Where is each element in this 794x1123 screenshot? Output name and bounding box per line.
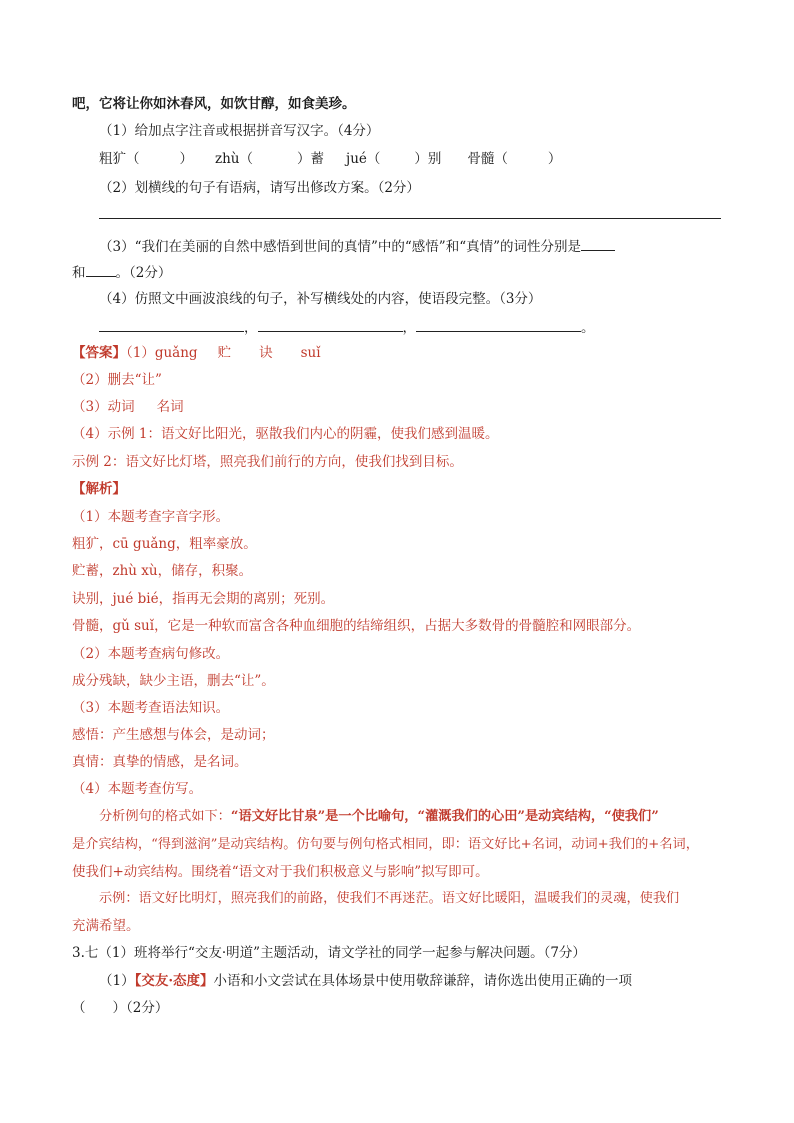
q1-item1-close: ） xyxy=(179,151,193,167)
q4-sep-2: ， xyxy=(402,320,416,336)
q1-item3-close: ）别 xyxy=(414,151,442,167)
q1-item3-pinyin: jué（ xyxy=(346,151,381,167)
answer-3-second: 名词 xyxy=(156,399,184,415)
question-3-sub1-text: 小语和小文尝试在具体场景中使用敬辞谦辞，请你选出使用正确的一项 xyxy=(213,973,633,989)
analysis-line: 贮蓄，zhù xù，储存，积聚。 xyxy=(72,563,253,579)
q1-items xyxy=(99,149,561,169)
q3-blank-2[interactable] xyxy=(86,262,116,277)
answer-label: 【答案】 xyxy=(72,345,126,361)
question-3-sub1-line2: （ ）（2分） xyxy=(72,1000,169,1016)
analysis-example-line1: 示例：语文好比明灯，照亮我们的前路，使我们不再迷茫。语文好比暖阳，温暖我们的灵魂，使我们 xyxy=(99,891,680,906)
analysis-para-line2: 是介宾结构，“得到滋润”是动宾结构。仿句要与例句格式相同，即：语文好比+名词，动词+我们的+名词， xyxy=(72,837,699,852)
answer-1-item-3: 诀 xyxy=(259,345,273,361)
answer-1-item-4: suǐ xyxy=(300,345,321,361)
answer-line-1 xyxy=(72,343,321,363)
answer-1-item-1: guǎng xyxy=(154,345,198,361)
analysis-label: 【解析】 xyxy=(72,481,126,497)
question-3-sub1-tag: 【交友·态度】 xyxy=(134,973,214,989)
q4-blank-1[interactable] xyxy=(99,317,244,332)
analysis-line: 骨髓，gǔ suǐ，它是一种软而富含各种血细胞的结缔组织，占据大多数骨的骨髓腔和网眼部分。 xyxy=(72,618,641,634)
analysis-line: 成分残缺，缺少主语，删去“让”。 xyxy=(72,673,275,689)
analysis-line: （3）本题考查语法知识。 xyxy=(72,700,230,716)
analysis-line: （4）本题考查仿写。 xyxy=(72,781,203,797)
q4-blank-2[interactable] xyxy=(258,317,403,332)
q4-blanks xyxy=(99,317,595,338)
q3-stem-line1 xyxy=(99,236,615,257)
q3-stem-line2 xyxy=(72,262,171,283)
analysis-line: 粗犷，cū guǎng，粗率豪放。 xyxy=(72,536,257,552)
analysis-para-line1 xyxy=(99,807,659,827)
answer-3 xyxy=(72,397,184,417)
q4-end: 。 xyxy=(581,320,595,336)
q1-item4-close: ） xyxy=(547,151,562,167)
analysis-line: 诀别，jué bié，指再无会期的离别；死别。 xyxy=(72,591,335,607)
answer-1-prefix: （1） xyxy=(126,345,155,361)
analysis-line: （1）本题考查字音字形。 xyxy=(72,509,230,525)
question-3-stem: 3.七（1）班将举行“交友·明道”主题活动，请文学社的同学一起参与解决问题。（7分） xyxy=(72,945,586,961)
analysis-para-intro: 分析例句的格式如下： xyxy=(99,809,231,824)
question-3-sub1-prefix: （1） xyxy=(99,973,135,989)
q1-item4-word: 骨髓（ xyxy=(467,151,508,167)
answer-4-line2: 示例 2：语文好比灯塔，照亮我们前行的方向，使我们找到目标。 xyxy=(72,454,463,470)
analysis-line: 真情：真挚的情感，是名词。 xyxy=(72,754,248,770)
q3-blank-1[interactable] xyxy=(581,236,615,251)
analysis-para-line3: 使我们+动宾结构。围绕着“语文对于我们积极意义与影响”拟写即可。 xyxy=(72,864,489,880)
q1-item2-close: ）蓄 xyxy=(297,151,325,167)
q1-item2-pinyin: zhù（ xyxy=(215,151,254,167)
q3-and: 和 xyxy=(72,265,86,281)
analysis-para-detail: “语文好比甘泉”是一个比喻句，“灌溉我们的心田”是动宾结构，“使我们” xyxy=(230,809,659,824)
answer-2: （2）删去“让” xyxy=(72,372,162,388)
question-3-sub1 xyxy=(99,971,632,991)
q4-stem: （4）仿照文中画波浪线的句子，补写横线处的内容，使语段完整。（3分） xyxy=(99,291,542,307)
analysis-line: （2）本题考查病句修改。 xyxy=(72,646,230,662)
q1-item1-word: 粗犷（ xyxy=(99,151,140,167)
analysis-example-line2: 充满希望。 xyxy=(72,918,140,934)
q4-sep-1: ， xyxy=(244,320,258,336)
answer-4-line1: （4）示例 1：语文好比阳光，驱散我们内心的阴霾，使我们感到温暖。 xyxy=(72,426,499,442)
passage-end: 吧，它将让你如沐春风，如饮甘醇，如食美珍。 xyxy=(72,96,356,112)
analysis-line: 感悟：产生感想与体会，是动词； xyxy=(72,727,275,743)
q4-blank-3[interactable] xyxy=(416,317,581,332)
q1-stem: （1）给加点字注音或根据拼音写汉字。（4分） xyxy=(99,123,380,139)
q3-stem-text: （3）“我们在美丽的自然中感悟到世间的真情”中的“感悟”和“真情”的词性分别是 xyxy=(99,239,581,255)
q2-stem: （2）划横线的句子有语病，请写出修改方案。（2分） xyxy=(99,180,420,196)
answer-1-item-2: 贮 xyxy=(217,345,232,361)
q2-answer-line xyxy=(99,218,721,219)
answer-3-first: （3）动词 xyxy=(72,399,135,415)
q3-points: 。（2分） xyxy=(115,265,172,281)
